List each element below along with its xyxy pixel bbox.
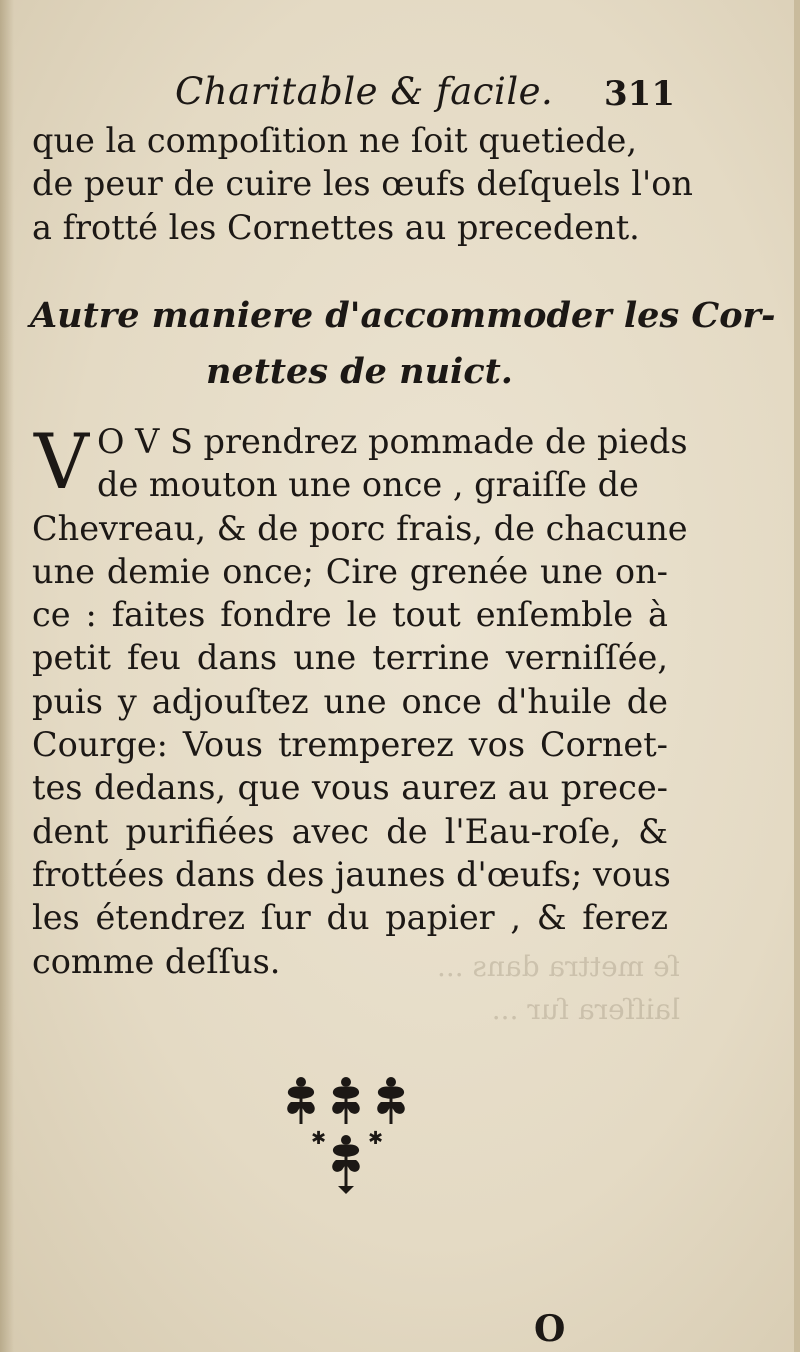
text-line: a frotté les Cornettes au precedent.	[32, 207, 640, 247]
text-line: une demie once; Cire grenée une on-	[32, 551, 668, 591]
svg-text:✱: ✱	[368, 1128, 384, 1149]
drop-cap: V	[34, 417, 89, 506]
section-heading	[30, 288, 776, 400]
text-line: les étendrez ſur du papier , & ferez	[32, 898, 668, 938]
svg-text:✱: ✱	[311, 1128, 327, 1149]
running-head	[175, 70, 675, 120]
text-line-first: O V S prendrez pommade de pieds	[97, 422, 688, 461]
running-head-title: Charitable & facile.	[175, 70, 554, 113]
heading-line-1: Autre maniere d'accommoder les Cor-	[30, 295, 776, 336]
continuation-paragraph	[32, 119, 693, 249]
text-line: petit feu dans une terrine verniſſée,	[32, 638, 668, 678]
text-line: Chevreau, & de porc frais, de chacune	[32, 508, 688, 548]
text-line-last: comme deſſus.	[32, 941, 281, 981]
signature-mark: O	[534, 1308, 566, 1350]
text-line: puis y adjouſtez une once d'huile de	[32, 681, 668, 721]
fleuron-ornament-icon	[276, 1072, 416, 1202]
text-line: ce : faites fondre le tout enſemble à	[32, 595, 668, 635]
text-line: tes dedans, que vous aurez au prece-	[32, 768, 668, 808]
bleed-through-text: ſe mettra dans ... laiſſera ſur ...	[436, 950, 680, 1026]
text-line: dent purifiées avec de l'Eau-roſe, &	[32, 811, 668, 851]
page-number: 311	[604, 74, 675, 114]
text-line: de mouton une once , graiſſe de	[97, 465, 639, 505]
text-line: que la compoſition ne ſoit quetiede,	[32, 121, 638, 160]
heading-line-2: nettes de nuict.	[206, 351, 513, 392]
page-edge	[794, 0, 800, 1352]
text-line: de peur de cuire les œufs deſquels l'on	[32, 164, 693, 204]
page-gutter-shadow	[0, 0, 14, 1352]
recipe-paragraph	[32, 417, 688, 983]
text-line: frottées dans des jaunes d'œufs; vous	[32, 854, 671, 894]
text-line: Courge: Vous tremperez vos Cornet-	[32, 725, 668, 765]
